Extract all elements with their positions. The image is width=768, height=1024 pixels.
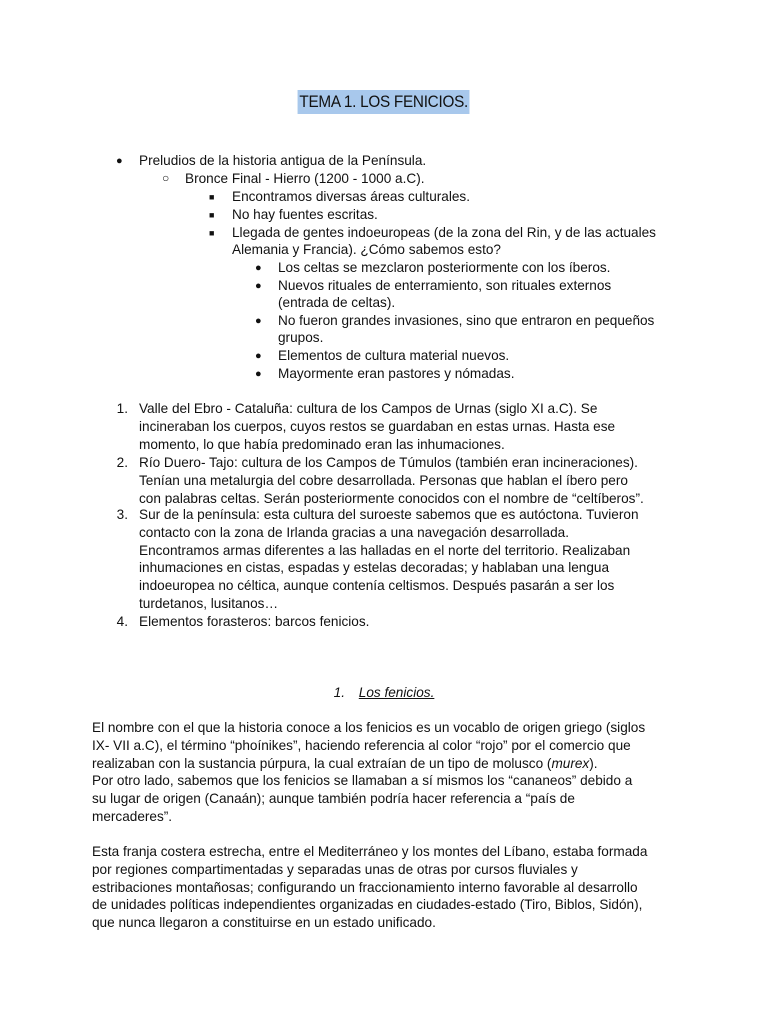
bullet-l4-3b: grupos. [278,330,324,345]
list-item-line: Encontramos armas diferentes a las halladas en el norte del territorio. Realizaban [139,542,631,558]
list-item-line: con palabras celtas. Serán posteriormente conocidos con el nombre de “celtíberos”. [139,490,644,506]
list-item-line: Elementos forasteros: barcos fenicios. [139,614,370,629]
square-bullet-icon: ■ [209,210,215,220]
disc-bullet-icon: ● [116,155,123,167]
list-item-line: momento, lo que había predominado eran las inhumaciones. [139,436,505,452]
paragraph-emphasis: murex [551,755,590,771]
section-number: 1. [333,685,345,700]
disc-bullet-icon: ● [255,315,262,327]
bullet-l1: Preludios de la historia antigua de la Península. [139,153,427,168]
disc-bullet-icon: ● [255,350,262,362]
paragraph-line: que nunca llegaron a constituirse en un estado unificado. [92,915,436,931]
bullet-l3-3b: Alemania y Francia). ¿Cómo sabemos esto? [232,242,501,257]
list-item-line: Tenían una metalurgia del cobre desarrollada. Personas que hablan el íbero pero [139,472,628,488]
list-item-line: contacto con la zona de Irlanda gracias a una navegación desarrollada. [139,524,570,540]
page-title: TEMA 1. LOS FENICIOS. [298,90,470,114]
paragraph-line: Esta franja costera estrecha, entre el Mediterráneo y los montes del Líbano, estaba formada [92,844,648,859]
list-item-line: Río Duero- Tajo: cultura de los Campos de Túmulos (también eran incineraciones). [139,455,638,470]
list-item-4 [139,613,679,631]
paragraph-line: mercaderes”. [92,808,173,824]
list-item-line: inhumaciones en cistas, espadas y estelas decoradas; y hablaban una lengua [139,560,610,576]
bullet-l4-2b: (entrada de celtas). [278,295,396,310]
list-item-line: indoeuropea no céltica, aunque contenía celtismos. Después pasarán a ser los [139,578,615,594]
bullet-l3-2: No hay fuentes escritas. [232,207,378,222]
list-item-line: incineraban los cuerpos, cuyos restos se guardaban en estas urnas. Hasta ese [139,418,616,434]
list-item-3 [139,506,679,613]
bullet-l4-5: Mayormente eran pastores y nómadas. [278,366,515,381]
paragraph-line: IX- VII a.C), el término “phoínikes”, haciendo referencia al color “rojo” por el comercio que [92,737,631,753]
list-number: 1. [116,401,128,416]
paragraph-text: realizaban con la sustancia púrpura, la cual extraían de un tipo de molusco ( [92,755,552,771]
title-wrap [0,90,768,114]
disc-bullet-icon: ● [255,262,262,274]
bullet-l2: Bronce Final - Hierro (1200 - 1000 a.C). [185,171,425,186]
paragraph-line: por regiones compartimentadas y separadas unas de otras por cursos fluviales y [92,861,578,877]
disc-bullet-icon: ● [255,280,262,292]
paragraph-line: El nombre con el que la historia conoce a los fenicios es un vocablo de origen griego (siglos [92,720,646,735]
list-item-2 [139,454,679,507]
list-number: 3. [116,507,128,522]
bullet-l3-1: Encontramos diversas áreas culturales. [232,189,470,204]
list-item-line: Valle del Ebro - Cataluña: cultura de los Campos de Urnas (siglo XI a.C). Se [139,401,598,416]
bullet-l4-4: Elementos de cultura material nuevos. [278,348,510,363]
paragraph-text: ). [589,755,598,771]
paragraph-line: su lugar de origen (Canaán); aunque también podría hacer referencia a “país de [92,791,575,807]
circle-bullet-icon: ○ [162,171,170,185]
list-number: 2. [116,455,128,470]
section-heading [0,684,768,702]
list-number: 4. [116,614,128,629]
paragraph-2 [92,843,682,932]
square-bullet-icon: ■ [209,192,215,202]
bullet-l4-2a: Nuevos rituales de enterramiento, son rituales externos [278,278,612,293]
disc-bullet-icon: ● [255,368,262,380]
bullet-l4-3a: No fueron grandes invasiones, sino que entraron en pequeños [278,313,655,328]
list-item-line: turdetanos, lusitanos… [139,595,279,611]
list-item-1 [139,400,679,453]
paragraph-1 [92,719,682,826]
square-bullet-icon: ■ [209,228,215,238]
bullet-l4-1: Los celtas se mezclaron posteriormente con los íberos. [278,260,611,275]
section-label: Los fenicios. [358,685,435,700]
paragraph-line: Por otro lado, sabemos que los fenicios se llamaban a sí mismos los “cananeos” debido a [92,773,633,789]
list-item-line: Sur de la península: esta cultura del suroeste sabemos que es autóctona. Tuvieron [139,507,639,522]
paragraph-line: de unidades políticas independientes organizadas en ciudades-estado (Tiro, Biblos, Sidón), [92,897,643,913]
paragraph-line: estribaciones montañosas; configurando un fraccionamiento interno favorable al desarrollo [92,879,638,895]
paragraph-line-mixed [92,755,682,773]
bullet-l3-3a: Llegada de gentes indoeuropeas (de la zona del Rin, y de las actuales [232,225,656,240]
